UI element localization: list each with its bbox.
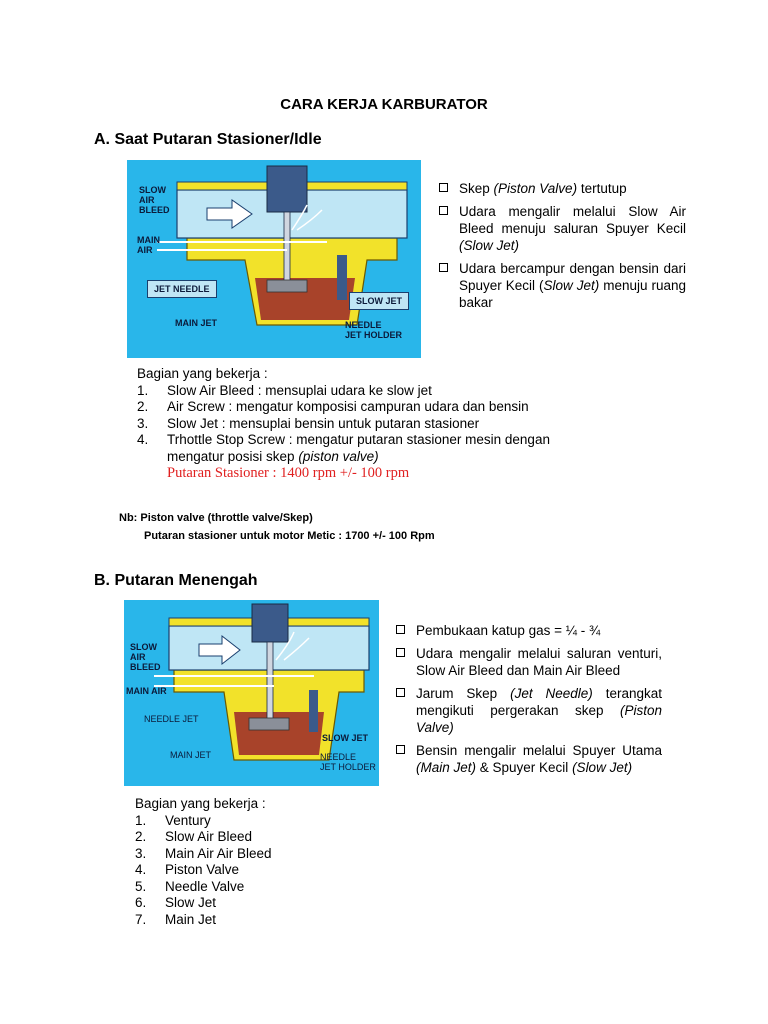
list-item: 1. Ventury (135, 812, 211, 828)
label-needle-jet: NEEDLE JET (144, 714, 199, 724)
rpm-note: Putaran Stasioner : 1400 rpm +/- 100 rpm (167, 465, 410, 481)
list-item: 2. Air Screw : mengatur komposisi campuran udara dan bensin (137, 399, 529, 414)
label-jet-holder: JET HOLDER (345, 330, 403, 340)
list-item: Jarum Skep (Jet Needle) terangkat mengikuti pergerakan skep (Piston Valve) (394, 685, 662, 736)
page-title: CARA KERJA KARBURATOR (280, 96, 488, 113)
label-main-air: MAIN AIR (126, 686, 167, 696)
label-main-jet: MAIN JET (170, 750, 212, 760)
list-item: Udara mengalir melalui Slow Air Bleed menuju saluran Spuyer Kecil (Slow Jet) (437, 203, 686, 254)
list-item: 5. Needle Valve (135, 878, 245, 894)
label-slow: SLOW (139, 185, 166, 195)
label-main-jet: MAIN JET (175, 318, 218, 328)
list-item: 7. Main Jet (135, 911, 217, 927)
list-item: Bensin mengalir melalui Spuyer Utama (Main Jet) & Spuyer Kecil (Slow Jet) (394, 742, 662, 776)
list-item: 1. Slow Air Bleed : mensuplai udara ke slow jet (137, 382, 432, 398)
list-item: mengatur posisi skep (piston valve) (167, 448, 379, 464)
parts-title: Bagian yang bekerja : (135, 796, 266, 811)
list-item: Skep (Piston Valve) tertutup (437, 180, 686, 197)
label-jet-needle: JET NEEDLE (147, 280, 217, 298)
list-item: Pembukaan katup gas = ¼ - ¾ (394, 622, 662, 639)
list-item: 4. Piston Valve (135, 862, 240, 877)
label-air: AIR (130, 652, 146, 662)
label-air: AIR (139, 195, 155, 205)
carburetor-diagram-idle (127, 160, 421, 358)
label-main-air: AIR (137, 245, 153, 255)
section-a-bullets (437, 180, 686, 317)
list-item: 3. Main Air Air Bleed (135, 845, 272, 861)
label-slow: SLOW (130, 642, 157, 652)
label-jet-holder: JET HOLDER (320, 762, 376, 772)
carburetor-diagram-mid (124, 600, 379, 786)
section-b-heading: B. Putaran Menengah (94, 572, 258, 589)
parts-title: Bagian yang bekerja : (137, 366, 268, 381)
nb-note: Nb: Piston valve (throttle valve/Skep) (119, 512, 313, 524)
list-item: 6. Slow Jet (135, 895, 217, 910)
list-item: Udara bercampur dengan bensin dari Spuyer Kecil (Slow Jet) menuju ruang bakar (437, 260, 686, 311)
nb-note-idle-rpm: Putaran stasioner untuk motor Metic : 1700 +/- 100 Rpm (144, 530, 435, 542)
list-item: Udara mengalir melalui saluran venturi, Slow Air Bleed dan Main Air Bleed (394, 645, 662, 679)
section-b-parts (135, 796, 435, 928)
list-item: 4. Trhottle Stop Screw : mengatur putaran stasioner mesin dengan (137, 432, 550, 447)
section-a-parts (137, 366, 577, 482)
section-b-bullets (394, 622, 662, 782)
label-slow-jet: SLOW JET (349, 292, 409, 310)
list-item: 2. Slow Air Bleed (135, 829, 253, 844)
label-slow-jet: SLOW JET (322, 733, 369, 743)
label-main: MAIN (137, 235, 160, 245)
list-item: 3. Slow Jet : mensuplai bensin untuk putaran stasioner (137, 415, 480, 431)
section-a-heading: A. Saat Putaran Stasioner/Idle (94, 131, 322, 148)
label-needle: NEEDLE (345, 320, 382, 330)
label-bleed: BLEED (130, 662, 161, 672)
label-needle: NEEDLE (320, 752, 357, 762)
label-bleed: BLEED (139, 205, 170, 215)
